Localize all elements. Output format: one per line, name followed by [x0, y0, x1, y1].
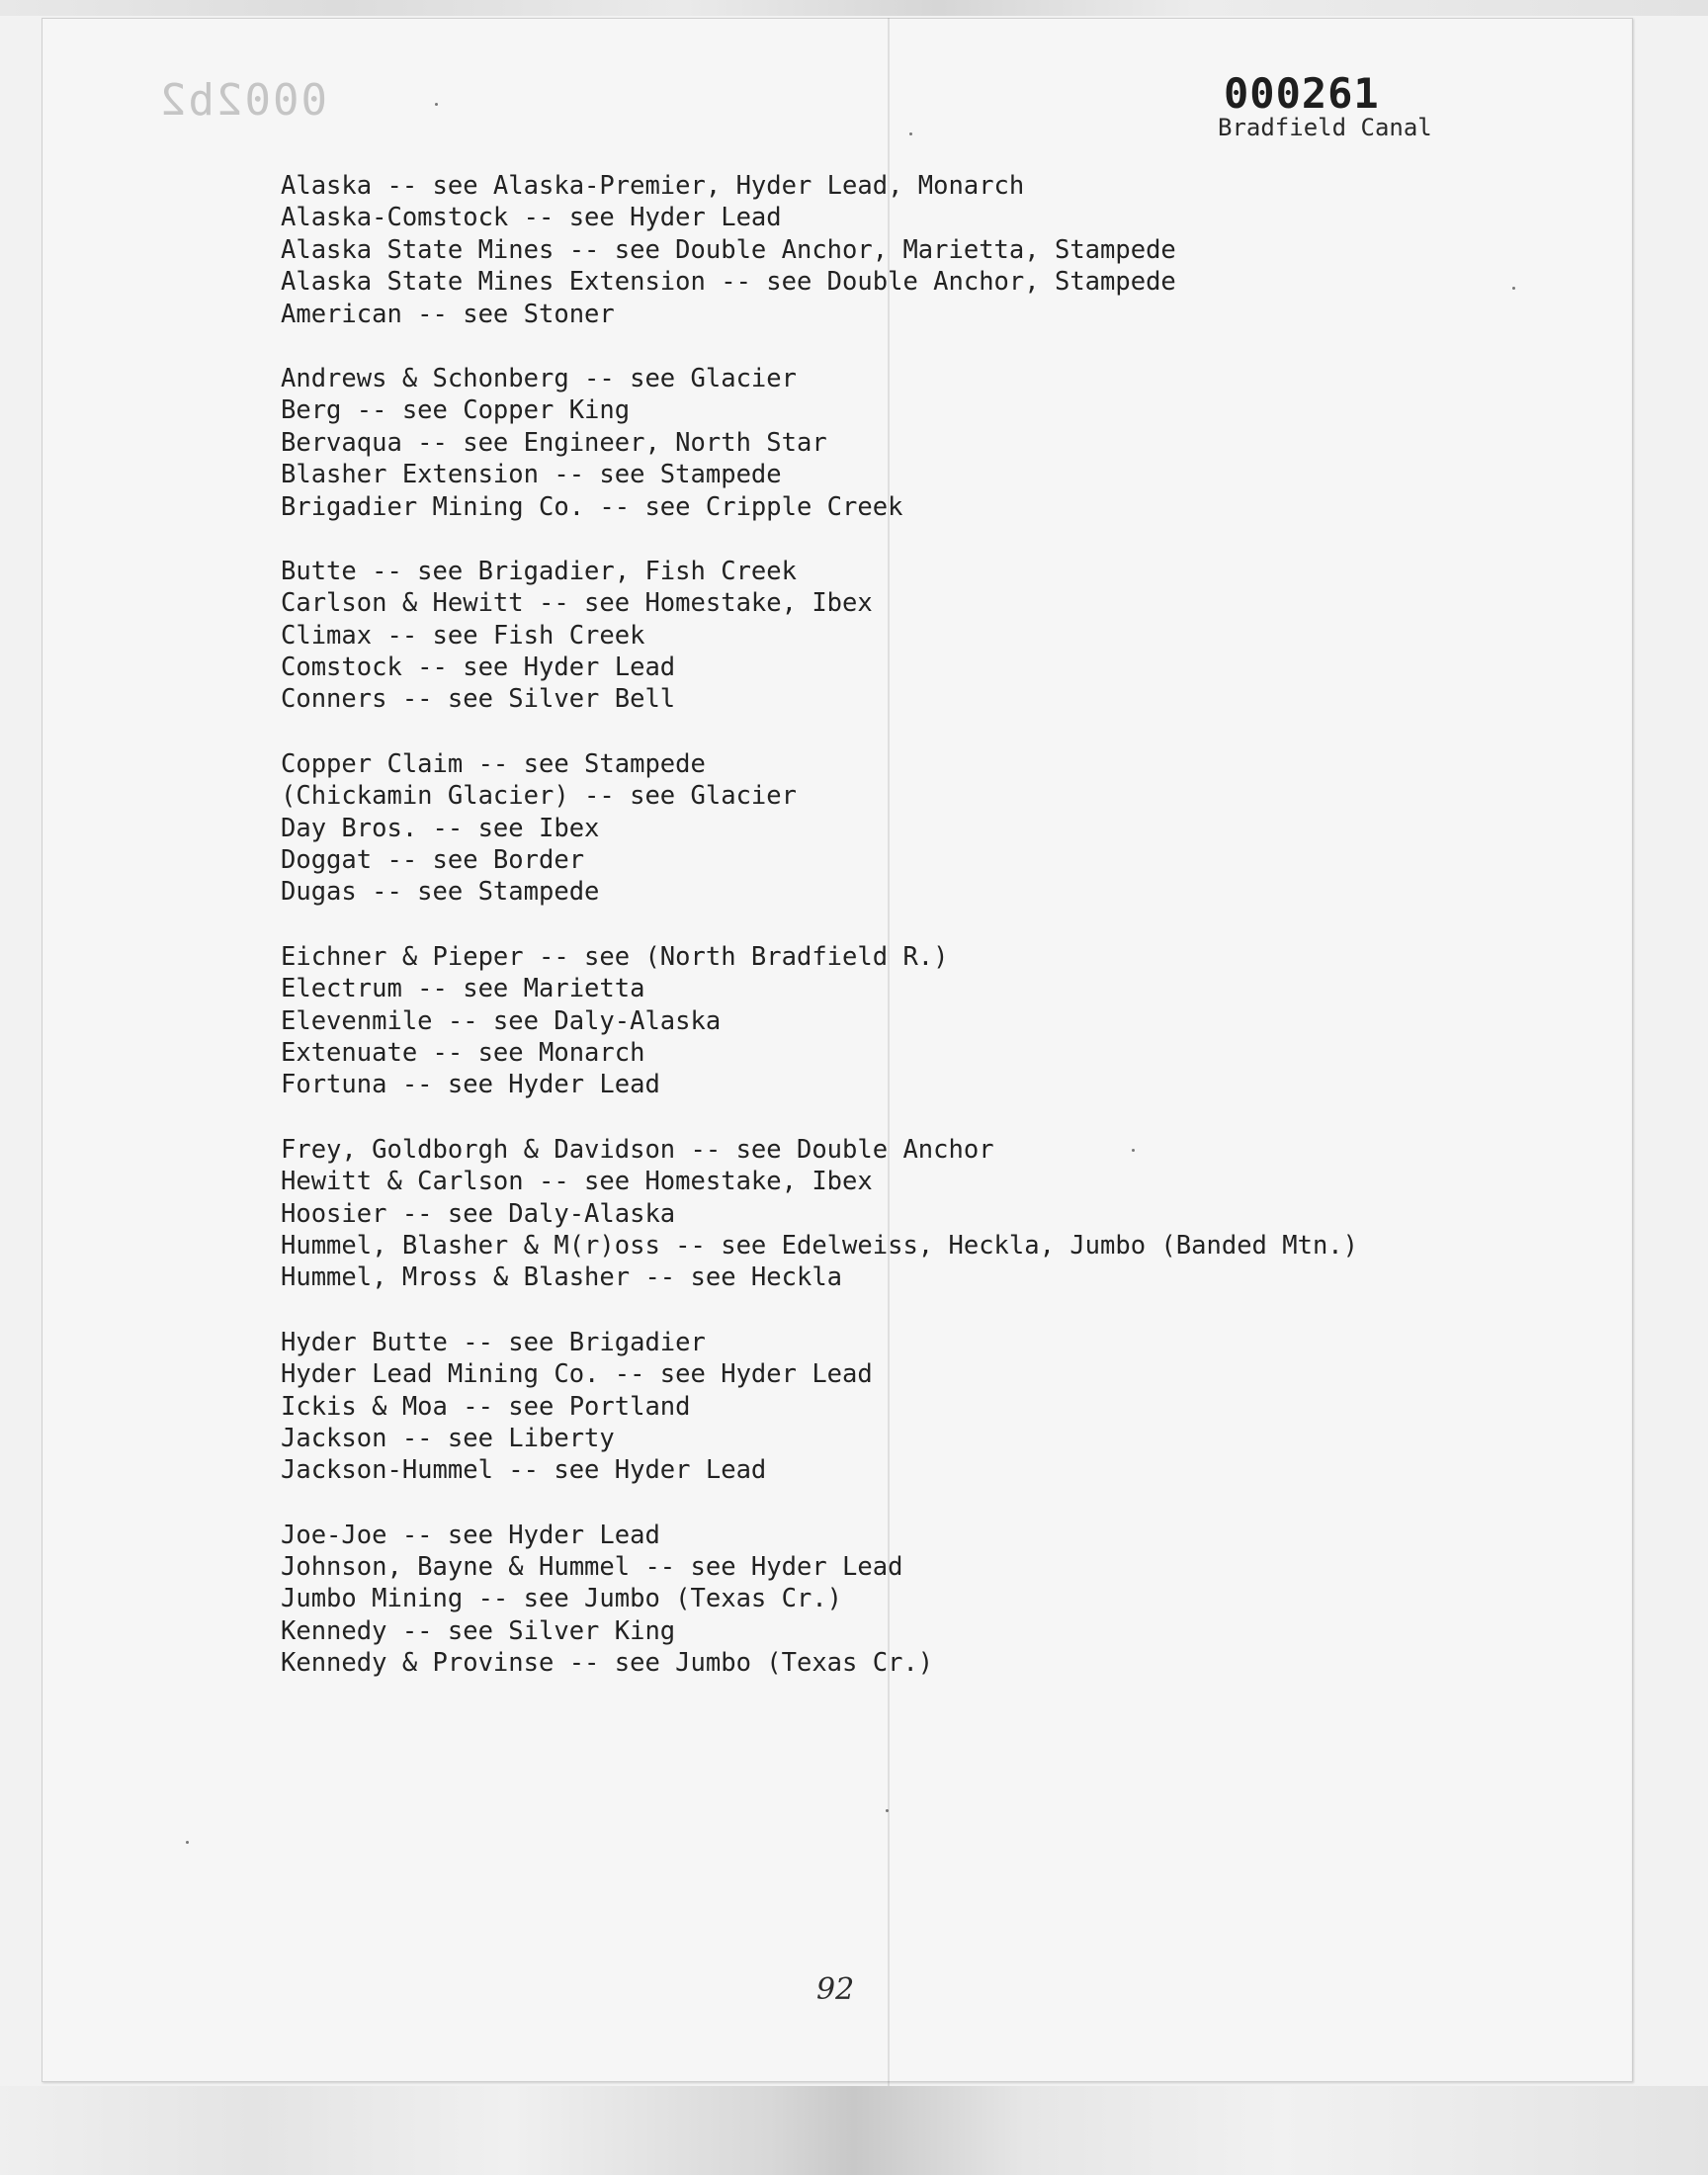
entry-group: [281, 1520, 1358, 1680]
cross-reference-entry: Extenuate -- see Monarch: [281, 1037, 645, 1068]
document-stamp-number: 000261: [1224, 69, 1380, 118]
cross-reference-entry: Alaska State Mines -- see Double Anchor, Marietta, Stampede: [281, 234, 1176, 265]
cross-reference-entry: Copper Claim -- see Stampede: [281, 748, 706, 779]
cross-reference-entry: Joe-Joe -- see Hyder Lead: [281, 1520, 660, 1550]
entry-group: [281, 170, 1358, 330]
entry-group: [281, 1327, 1358, 1487]
cross-reference-entry: Jackson-Hummel -- see Hyder Lead: [281, 1455, 767, 1486]
cross-reference-entry: Elevenmile -- see Daly-Alaska: [281, 1005, 722, 1036]
cross-reference-entry: Bervaqua -- see Engineer, North Star: [281, 427, 827, 458]
cross-reference-entry: Dugas -- see Stampede: [281, 877, 600, 908]
cross-reference-entry: Eichner & Pieper -- see (North Bradfield R.): [281, 941, 949, 972]
cross-reference-entry: Climax -- see Fish Creek: [281, 620, 645, 651]
scan-speck: [909, 132, 912, 135]
cross-reference-entry: Fortuna -- see Hyder Lead: [281, 1070, 660, 1100]
cross-reference-entry: Alaska -- see Alaska-Premier, Hyder Lead, Monarch: [281, 171, 1025, 201]
cross-reference-entry: Hummel, Mross & Blasher -- see Heckla: [281, 1262, 843, 1293]
entry-group: [281, 363, 1358, 523]
cross-reference-entry: Alaska State Mines Extension -- see Double Anchor, Stampede: [281, 267, 1176, 298]
scan-edge-top: [0, 0, 1708, 16]
cross-reference-list: [281, 170, 1358, 1712]
entry-group: [281, 556, 1358, 716]
cross-reference-entry: Hyder Lead Mining Co. -- see Hyder Lead: [281, 1359, 873, 1390]
scan-speck: [435, 103, 438, 106]
cross-reference-entry: Frey, Goldborgh & Davidson -- see Double Anchor: [281, 1134, 994, 1165]
scan-speck: [886, 1809, 889, 1812]
cross-reference-entry: Conners -- see Silver Bell: [281, 684, 676, 715]
cross-reference-entry: American -- see Stoner: [281, 299, 615, 329]
cross-reference-entry: Kennedy & Provinse -- see Jumbo (Texas Cr.): [281, 1648, 934, 1679]
cross-reference-entry: Jumbo Mining -- see Jumbo (Texas Cr.): [281, 1584, 843, 1614]
cross-reference-entry: Kennedy -- see Silver King: [281, 1615, 676, 1646]
cross-reference-entry: Johnson, Bayne & Hummel -- see Hyder Lead: [281, 1552, 903, 1583]
cross-reference-entry: Butte -- see Brigadier, Fish Creek: [281, 556, 797, 586]
cross-reference-entry: Alaska-Comstock -- see Hyder Lead: [281, 203, 782, 233]
cross-reference-entry: Day Bros. -- see Ibex: [281, 813, 600, 843]
cross-reference-entry: Berg -- see Copper King: [281, 395, 631, 426]
cross-reference-entry: Hummel, Blasher & M(r)oss -- see Edelweiss, Heckla, Jumbo (Banded Mtn.): [281, 1230, 1359, 1261]
scan-speck: [186, 1841, 189, 1844]
cross-reference-entry: Electrum -- see Marietta: [281, 974, 645, 1004]
cross-reference-entry: Doggat -- see Border: [281, 845, 585, 876]
cross-reference-entry: Blasher Extension -- see Stampede: [281, 460, 782, 490]
cross-reference-entry: Hoosier -- see Daly-Alaska: [281, 1198, 676, 1229]
document-section-label: Bradfield Canal: [1218, 114, 1432, 141]
cross-reference-entry: Carlson & Hewitt -- see Homestake, Ibex: [281, 588, 873, 619]
entry-group: [281, 1134, 1358, 1294]
scan-speck: [1132, 1149, 1135, 1152]
page-number: 92: [816, 1972, 855, 2007]
entry-group: [281, 748, 1358, 909]
cross-reference-entry: Ickis & Moa -- see Portland: [281, 1391, 691, 1422]
cross-reference-entry: (Chickamin Glacier) -- see Glacier: [281, 781, 797, 812]
bleed-through-stamp: 0002b2: [158, 75, 327, 126]
scan-speck: [1512, 287, 1515, 290]
cross-reference-entry: Brigadier Mining Co. -- see Cripple Creek: [281, 491, 903, 522]
cross-reference-entry: Jackson -- see Liberty: [281, 1423, 615, 1453]
cross-reference-entry: Comstock -- see Hyder Lead: [281, 652, 676, 683]
scan-edge-bottom: [0, 2086, 1708, 2175]
cross-reference-entry: Hyder Butte -- see Brigadier: [281, 1327, 706, 1357]
cross-reference-entry: Hewitt & Carlson -- see Homestake, Ibex: [281, 1167, 873, 1197]
entry-group: [281, 941, 1358, 1101]
cross-reference-entry: Andrews & Schonberg -- see Glacier: [281, 363, 797, 393]
